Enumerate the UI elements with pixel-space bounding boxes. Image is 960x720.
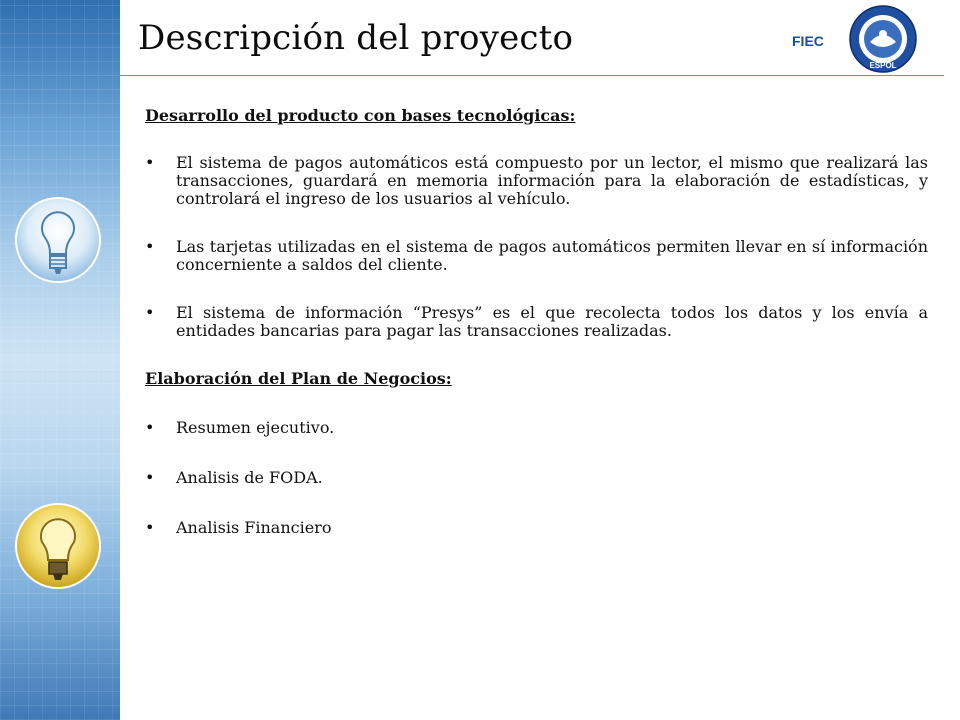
section-heading-product: Desarrollo del producto con bases tecnológicas: xyxy=(145,106,576,125)
bullet-list-business-plan xyxy=(145,419,928,537)
list-item: • Analisis Financiero xyxy=(145,519,928,537)
sidebar-grid-pattern xyxy=(0,0,120,720)
lightbulb-icon xyxy=(10,196,106,308)
brand-label: FIEC xyxy=(792,33,824,49)
espol-seal-logo xyxy=(848,4,918,74)
slide-content xyxy=(145,104,928,537)
list-item: • Las tarjetas utilizadas en el sistema de pagos automáticos permiten llevar en sí información concerniente a saldos del cliente. xyxy=(145,238,928,274)
list-item: • Resumen ejecutivo. xyxy=(145,419,928,437)
header-divider xyxy=(120,75,944,76)
list-item: • El sistema de pagos automáticos está compuesto por un lector, el mismo que realizará las transacciones, guardará en memoria información para la elaboración de estadísticas, y controlará el ingreso de los usuarios al vehículo. xyxy=(145,154,928,208)
bullet-list-product xyxy=(145,154,928,340)
page-title: Descripción del proyecto xyxy=(138,18,574,58)
list-item: • Analisis de FODA. xyxy=(145,469,928,487)
logo-text: ESPOL xyxy=(869,61,897,70)
section-heading-business-plan: Elaboración del Plan de Negocios: xyxy=(145,369,452,388)
lightbulb-lit-icon xyxy=(10,500,106,612)
decorative-sidebar xyxy=(0,0,120,720)
list-item: • El sistema de información “Presys” es el que recolecta todos los datos y los envía a entidades bancarias para pagar las transacciones realizadas. xyxy=(145,304,928,340)
